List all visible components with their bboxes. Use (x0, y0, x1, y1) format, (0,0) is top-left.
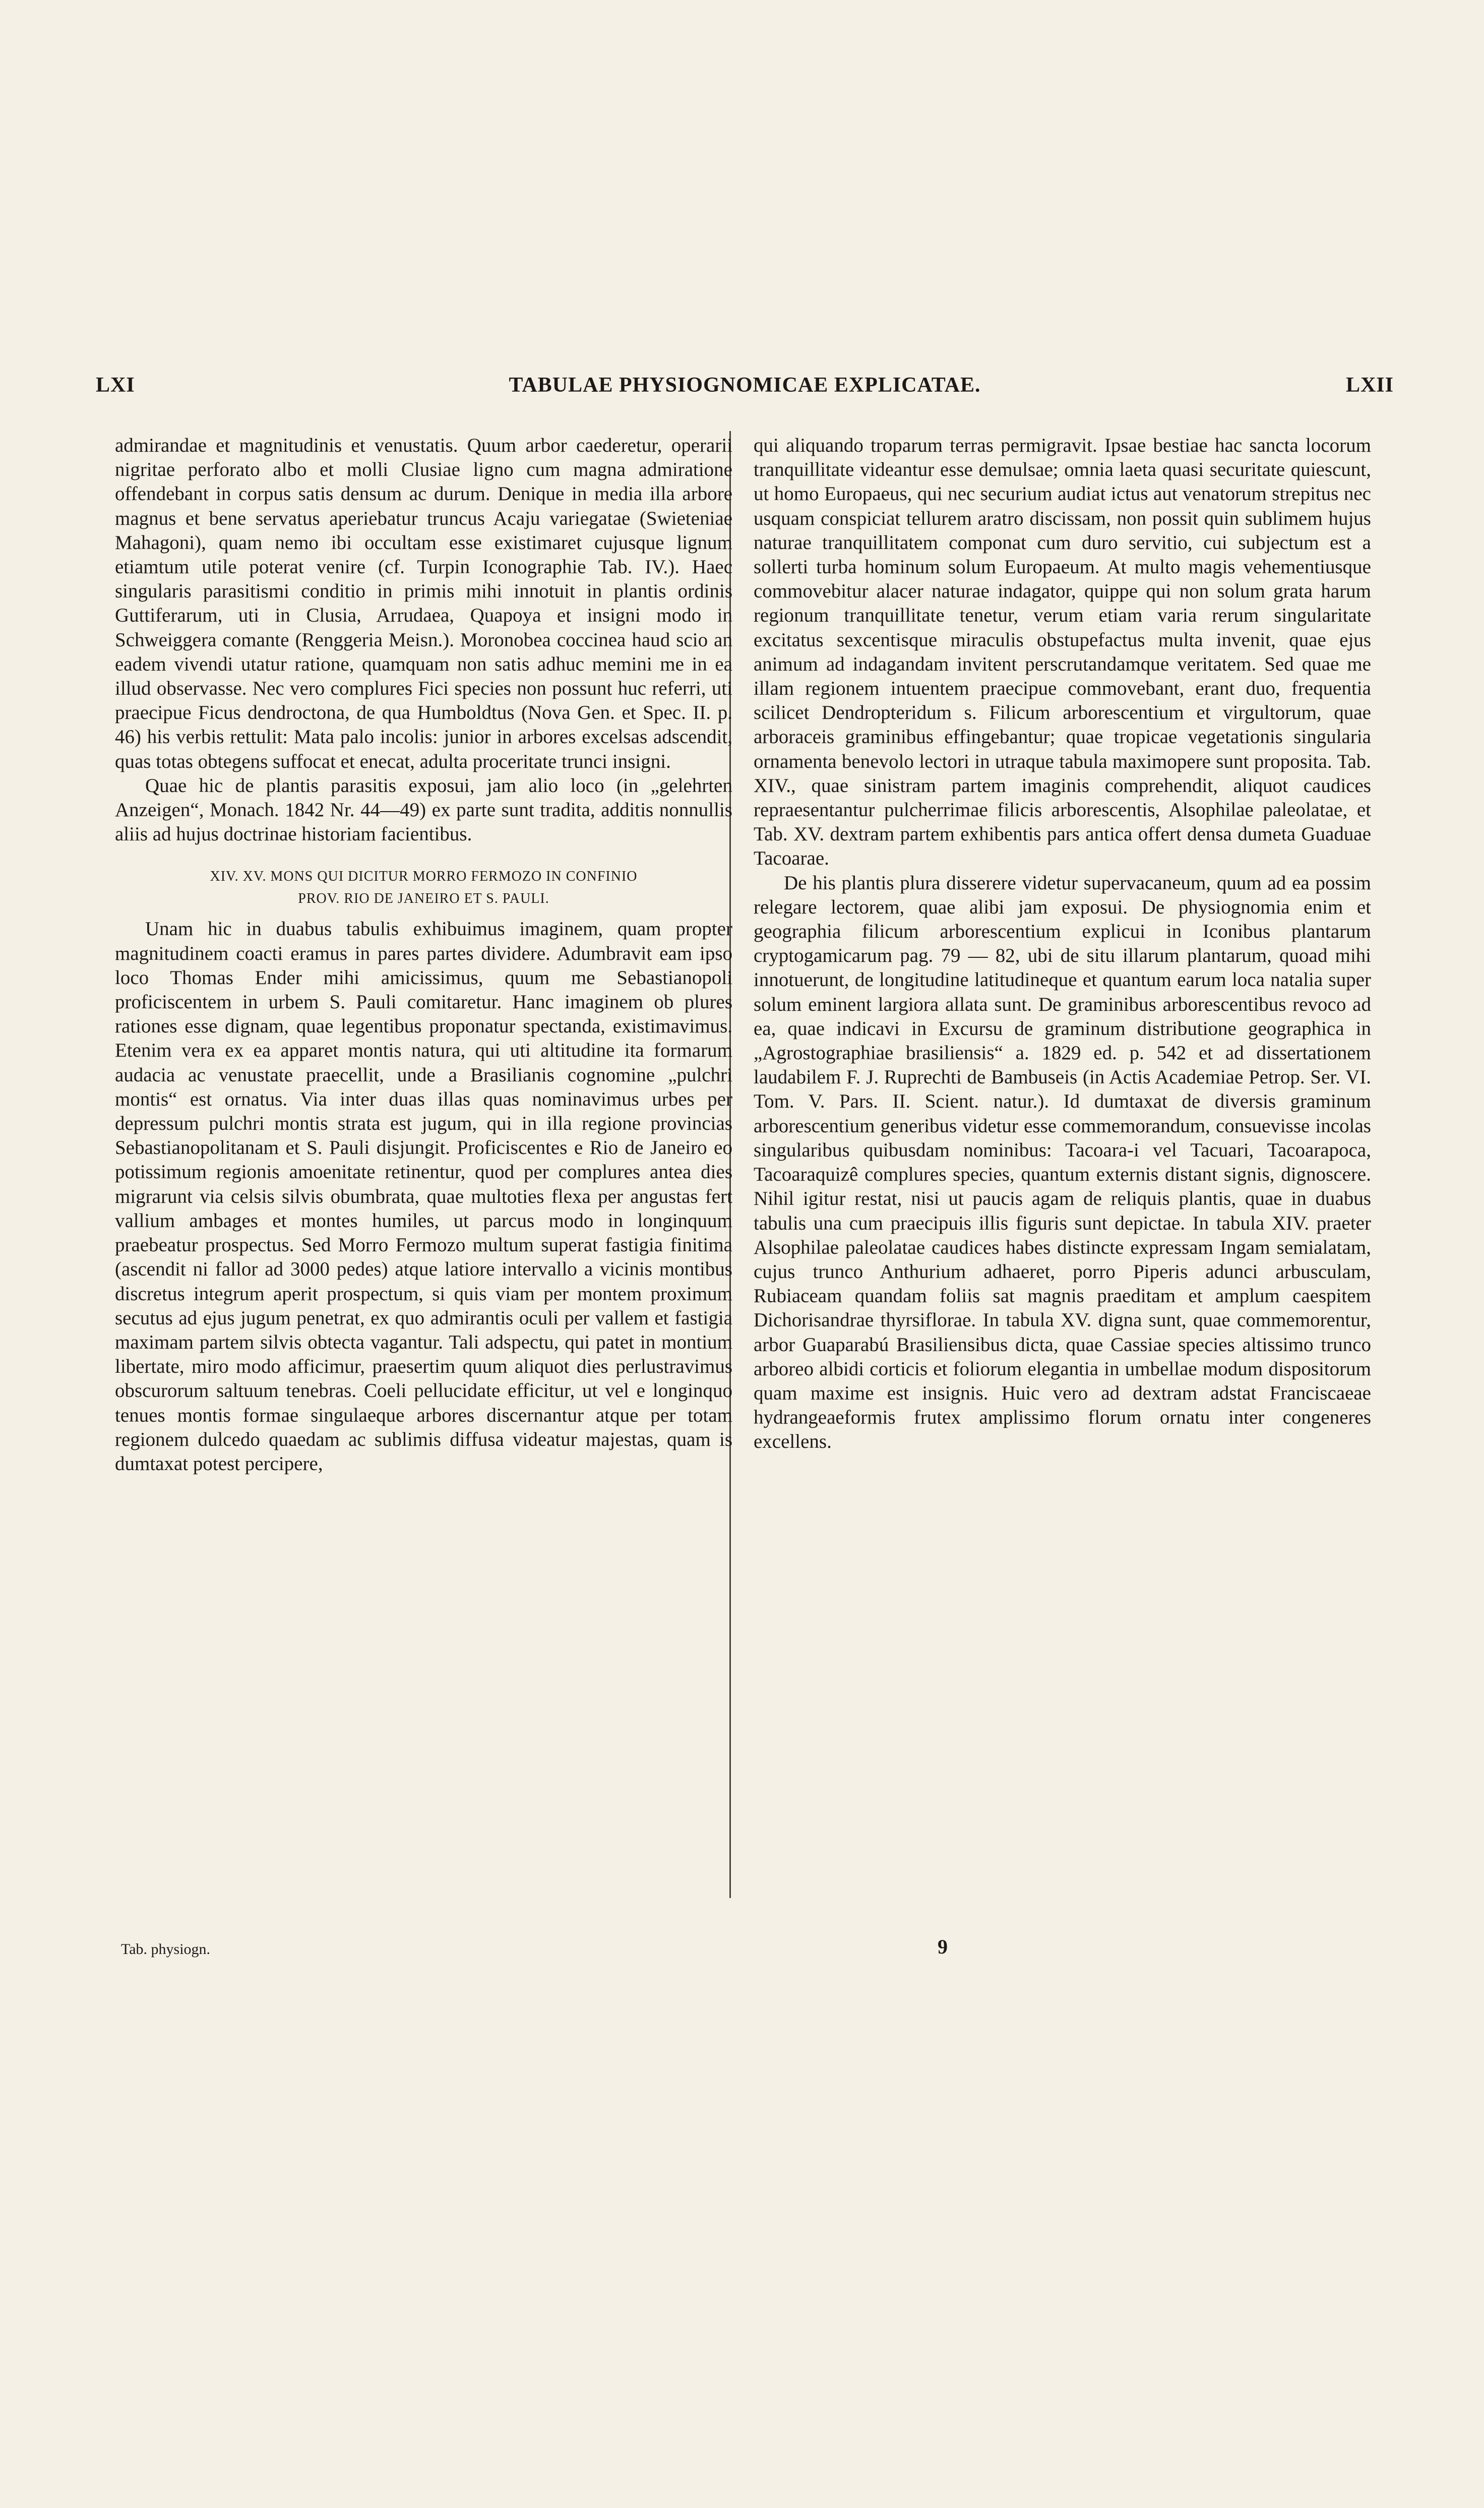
left-column (115, 434, 732, 1476)
paragraph: admirandae et magnitudinis et venustatis. Quum arbor caederetur, operarii nigritae perforato albo et molli Clusiae ligno cum magna admiratione offendebant in corpus satis densum ac durum. Denique in media illa arbore magnus et bene servatus aperiebatur truncus Acaju variegatae (Swieteniae Mahagoni), quam nemo ibi occultam esse existimaret cujusque lignum etiamtum utile poterat venire (cf. Turpin Iconographie Tab. IV.). Haec singularis parasitismi conditio in primis mihi innotuit in plantis ordinis Guttiferarum, uti in Clusia, Arrudaea, Quapoya et insigni modo in Schweiggera comante (Renggeria Meisn.). Moronobea coccinea haud scio an eadem vivendi utatur ratione, quamquam non satis adhuc memini me in ea illud observasse. Nec vero complures Fici species non possunt huc referri, uti praecipue Ficus dendroctona, de qua Humboldtus (Nova Gen. et Spec. II. p. 46) his verbis rettulit: Mata palo incolis: junior in arbores excelsas adscendit, quas totas obtegens suffocat et enecat, adulta proceritate trunci insigni. (115, 435, 732, 772)
running-head (96, 373, 1394, 408)
paragraph: Quae hic de plantis parasitis exposui, jam alio loco (in „gelehrten Anzeigen“, Monach. 1842 Nr. 44—49) ex parte sunt tradita, additis nonnullis aliis ad hujus doctrinae historiam facientibus. (115, 774, 732, 845)
footer-note: Tab. physiogn. (121, 1941, 211, 1958)
right-column (754, 434, 1371, 1454)
section-heading-line: PROV. RIO DE JANEIRO ET S. PAULI. (298, 891, 549, 907)
section-heading (115, 866, 732, 910)
paragraph: qui aliquando troparum terras permigravit. Ipsae bestiae hac sancta locorum tranquillitate videantur esse demulsae; omnia laeta quasi securitate quiescunt, ut homo Europaeus, qui nec securium audiat ictus aut venatorum strepitus nec usquam conspiciat tellurem aratro discissam, non possit quin sublimem hujus naturae tranquillitatem componat cum duro servitio, cui subjectum est a sollerti turba hominum solum Europaeum. At multo magis vehementiusque commovebitur alacer naturae indagator, quippe qui non solum grata harum regionum tranquillitate tenetur, verum etiam varia rerum singularitate excitatus sexcentisque miraculis obstupefactus multa invenit, quae ejus animum ad indagandam invitent perscrutandamque veritatem. Sed quae me illam regionem intuentem praecipue commovebant, erant duo, frequentia scilicet Dendropteridum s. Filicum arborescentium et virgultorum, quae arboraceis graminibus effingebantur; quae tropicae vegetationis singularia ornamenta benevolo lectori in utraque tabula maximopere sunt proposita. Tab. XIV., quae sinistram partem imaginis comprehendit, aliquot caudices repraesentantur pulcherrimae filicis arborescentis, Alsophilae paleolatae, et Tab. XV. dextram partem exhibentis pars antica offert densa dumeta Guaduae Tacoarae. (754, 435, 1371, 870)
right-page-number: LXII (1345, 374, 1394, 397)
section-heading-line: XIV. XV. MONS QUI DICITUR MORRO FERMOZO IN CONFINIO (210, 869, 638, 885)
signature-mark: 9 (938, 1935, 948, 1958)
paragraph: Unam hic in duabus tabulis exhibuimus imaginem, quam propter magnitudinem coacti eramus in pares partes dividere. Adumbravit eam ipso loco Thomas Ender mihi amicissimus, quum me Sebastianopoli proficiscentem in urbem S. Pauli comitaretur. Hanc imaginem ob plures rationes esse dignam, quae legentibus proponatur spectanda, existimavimus. Etenim vera ex ea apparet montis natura, qui uti altitudine ita formarum audacia ac venustate praecellit, unde a Brasilianis cognomine „pulchri montis“ est ornatus. Via inter duas illas quas nominavimus urbes per depressum pulchri montis strata est jugum, qui in illa regione provincias Sebastianopolitanam et S. Pauli disjungit. Proficiscentes e Rio de Janeiro eo potissimum regionis amoenitate retinentur, quod per complures antea dies migrarunt via celsis silvis obumbrata, quae multoties flexa per angustas fert vallium ambages et montes humiles, ut parcus modo in longinquum praebeatur prospectus. Sed Morro Fermozo multum superat fastigia finitima (ascendit ni fallor ad 3000 pedes) atque latiore intervallo a vicinis montibus discretus integrum aperit prospectum, si quis viam per montem proximum secutus ad ejus jugum penetrat, ex quo admirantis oculi per vallem et fastigia maximam partem silvis obtecta vagantur. Tali adspectu, qui patet in montium libertate, miro modo afficimur, praesertim quum aliquot dies perlustravimus obscurorum saltuum tenebras. Coeli pellucidate efficitur, ut vel e longinquo tenues montis formae singulaeque arbores discernantur atque per totam regionem dulcedo quaedam ac sublimis diffusa videatur majestas, quam is dumtaxat potest percipere, (115, 918, 732, 1475)
page-title: TABULAE PHYSIOGNOMICAE EXPLICATAE. (509, 374, 981, 397)
left-page-number: LXI (96, 374, 135, 397)
paragraph: De his plantis plura disserere videtur supervacaneum, quum ad ea possim relegare lectorem, quae alibi jam exposui. De physiognomia enim et geographia filicum arborescentium explicui in Iconibus plantarum cryptogamicarum pag. 79 — 82, ubi de situ illarum plantarum, quoad mihi innotuerunt, de longitudine latitudineque et quantum earum loca natalia super solum eminent largiora allata sunt. De graminibus arborescentibus revoco ad ea, quae indicavi in Excursu de graminum distributione geographica in „Agrostographiae brasiliensis“ a. 1829 ed. p. 542 et ad dissertationem laudabilem F. J. Ruprechti de Bambuseis (in Actis Academiae Petrop. Ser. VI. Tom. V. Pars. II. Scient. natur.). Id dumtaxat de diversis graminum arborescentium generibus videtur esse commemorandum, consuevisse incolas singularibus quibusdam nominibus: Tacoara-i vel Tacuari, Tacoarapoca, Tacoaraquizê complures species, quantum externis distant signis, dignoscere. Nihil igitur restat, nisi ut paucis agam de reliquis plantis, quae in duabus tabulis una cum praecipuis illis figuris sunt depictae. In tabula XIV. praeter Alsophilae paleolatae caudices habes distincte expressam Ingam semialatam, cujus trunco Anthurium adhaeret, porro Piperis adunci arbusculam, Rubiaceam quandam foliis sat magnis praeditam et amplum caespitem Dichorisandrae thyrsiflorae. In tabula XV. digna sunt, quae commemorentur, arbor Guaparabú Brasiliensibus dicta, quae Cassiae species altissimo trunco arboreo albidi corticis et foliorum elegantia in umbellae modum dispositorum quam maxime est insignis. Huic vero ad dextram adstat Franciscaeae hydrangeaeformis frutex amplissimo florum ornatu inter congeneres excellens. (754, 872, 1371, 1453)
